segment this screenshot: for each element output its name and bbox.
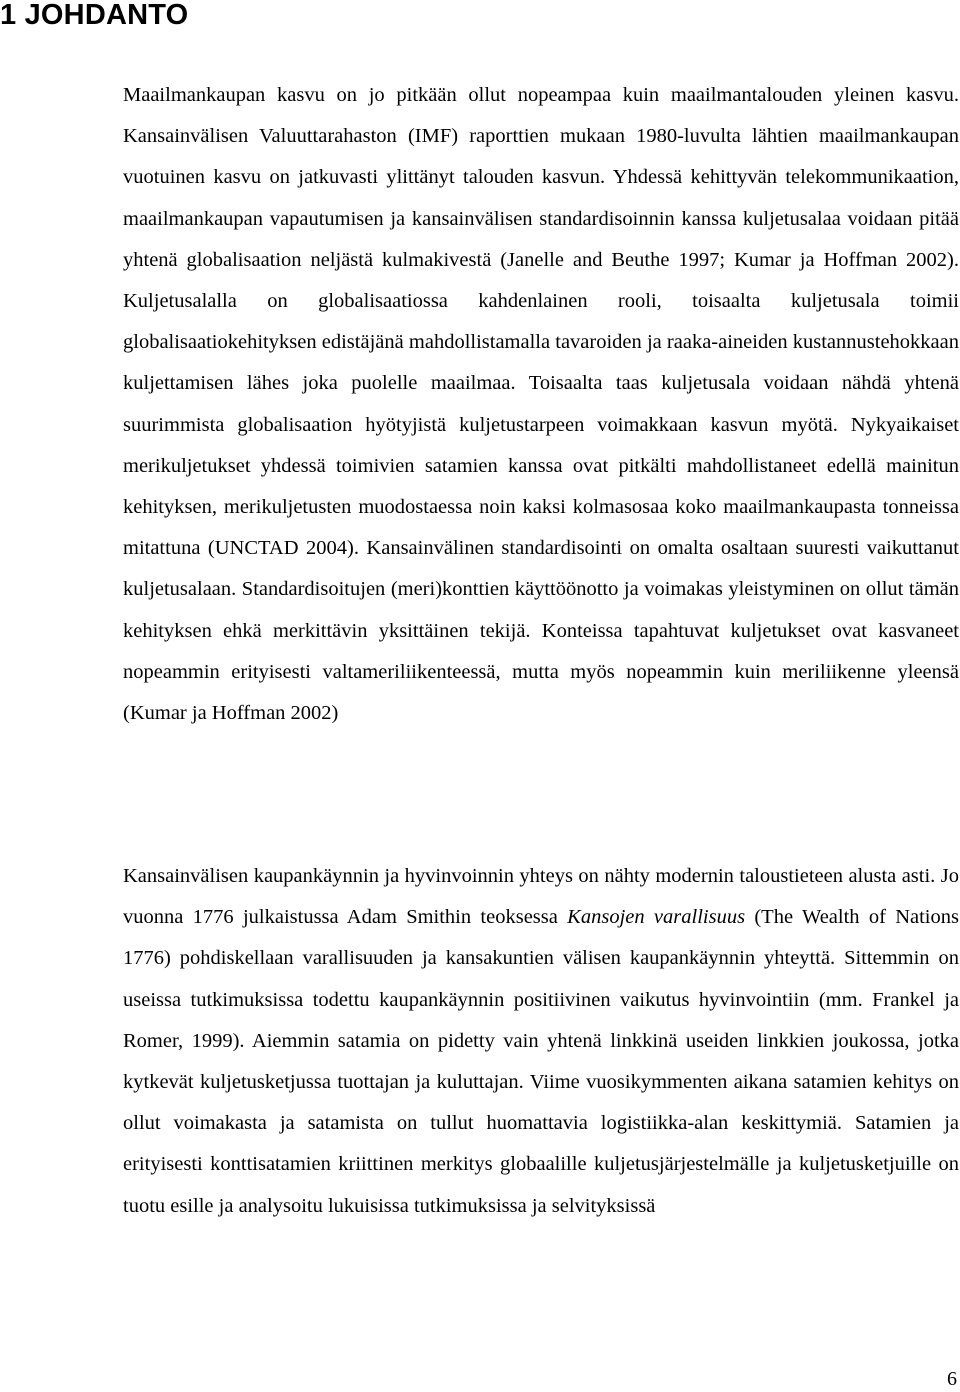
- paragraph-1: Maailmankaupan kasvu on jo pitkään ollut nopeampaa kuin maailmantalouden yleinen kasvu. Kansainvälisen Valuuttarahaston (IMF) raporttien mukaan 1980-luvulta lähtien maailmankaupan vuotuinen kasvu on jatkuvasti ylittänyt talouden kasvun. Yhdessä kehittyvän telekommunikaation, maailmankaupan vapautumisen ja kansainvälisen standardisoinnin kanssa kuljetusalaa voidaan pitää yhtenä globalisaation neljästä kulmakivestä (Janelle and Beuthe 1997; Kumar ja Hoffman 2002). Kuljetusalalla on globalisaatiossa kahdenlainen rooli, toisaalta kuljetusala toimii globalisaatiokehityksen edistäjänä mahdollistamalla tavaroiden ja raaka-aineiden kustannustehokkaan kuljettamisen lähes joka puolelle maailmaa. Toisaalta taas kuljetusala voidaan nähdä yhtenä suurimmista globalisaation hyötyjistä kuljetustarpeen voimakkaan kasvun myötä. Nykyaikaiset merikuljetukset yhdessä toimivien satamien kanssa ovat pitkälti mahdollistaneet edellä mainitun kehityksen, merikuljetusten muodostaessa noin kaksi kolmasosaa koko maailmankaupasta tonneissa mitattuna (UNCTAD 2004). Kansainvälinen standardisointi on omalta osaltaan suuresti vaikuttanut kuljetusalaan. Standardisoitujen (meri)konttien käyttöönotto ja voimakas yleistyminen on ollut tämän kehityksen ehkä merkittävin yksittäinen tekijä. Konteissa tapahtuvat kuljetukset ovat kasvaneet nopeammin erityisesti valtameriliikenteessä, mutta myös nopeammin kuin meriliikenne yleensä (Kumar ja Hoffman 2002): [123, 84, 959, 725]
- paragraph-2-lead: Kansainvälisen kaupankäynnin ja hyvinvoinnin yhteys on nähty modernin taloustieteen alusta asti. Jo vuonna 1776 julkaistussa Adam Smithin teoksessa: [123, 865, 959, 929]
- paragraph-2: [123, 856, 959, 1227]
- page-number: 6: [947, 1368, 957, 1390]
- paragraph-2-rest: (The Wealth of Nations 1776) pohdiskellaan varallisuuden ja kansakuntien välisen kaupankäynnin yhteyttä. Sittemmin on useissa tutkimuksissa todettu kaupankäynnin positiivinen vaikutus hyvinvointiin (mm. Frankel ja Romer, 1999). Aiemmin satamia on pidetty vain yhtenä linkkinä useiden linkkien joukossa, jotka kytkevät kuljetusketjussa tuottajan ja kuluttajan. Viime vuosikymmenten aikana satamien kehitys on ollut voimakasta ja satamista on tullut huomattavia logistiikka-alan keskittymiä. Satamien ja erityisesti konttisatamien kriittinen merkitys globaalille kuljetusjärjestelmälle ja kuljetusketjuille on tuotu esille ja analysoitu lukuisissa tutkimuksissa ja selvityksissä: [123, 906, 959, 1217]
- chapter-heading: 1 JOHDANTO: [0, 0, 189, 31]
- book-title: Kansojen varallisuus: [567, 906, 746, 929]
